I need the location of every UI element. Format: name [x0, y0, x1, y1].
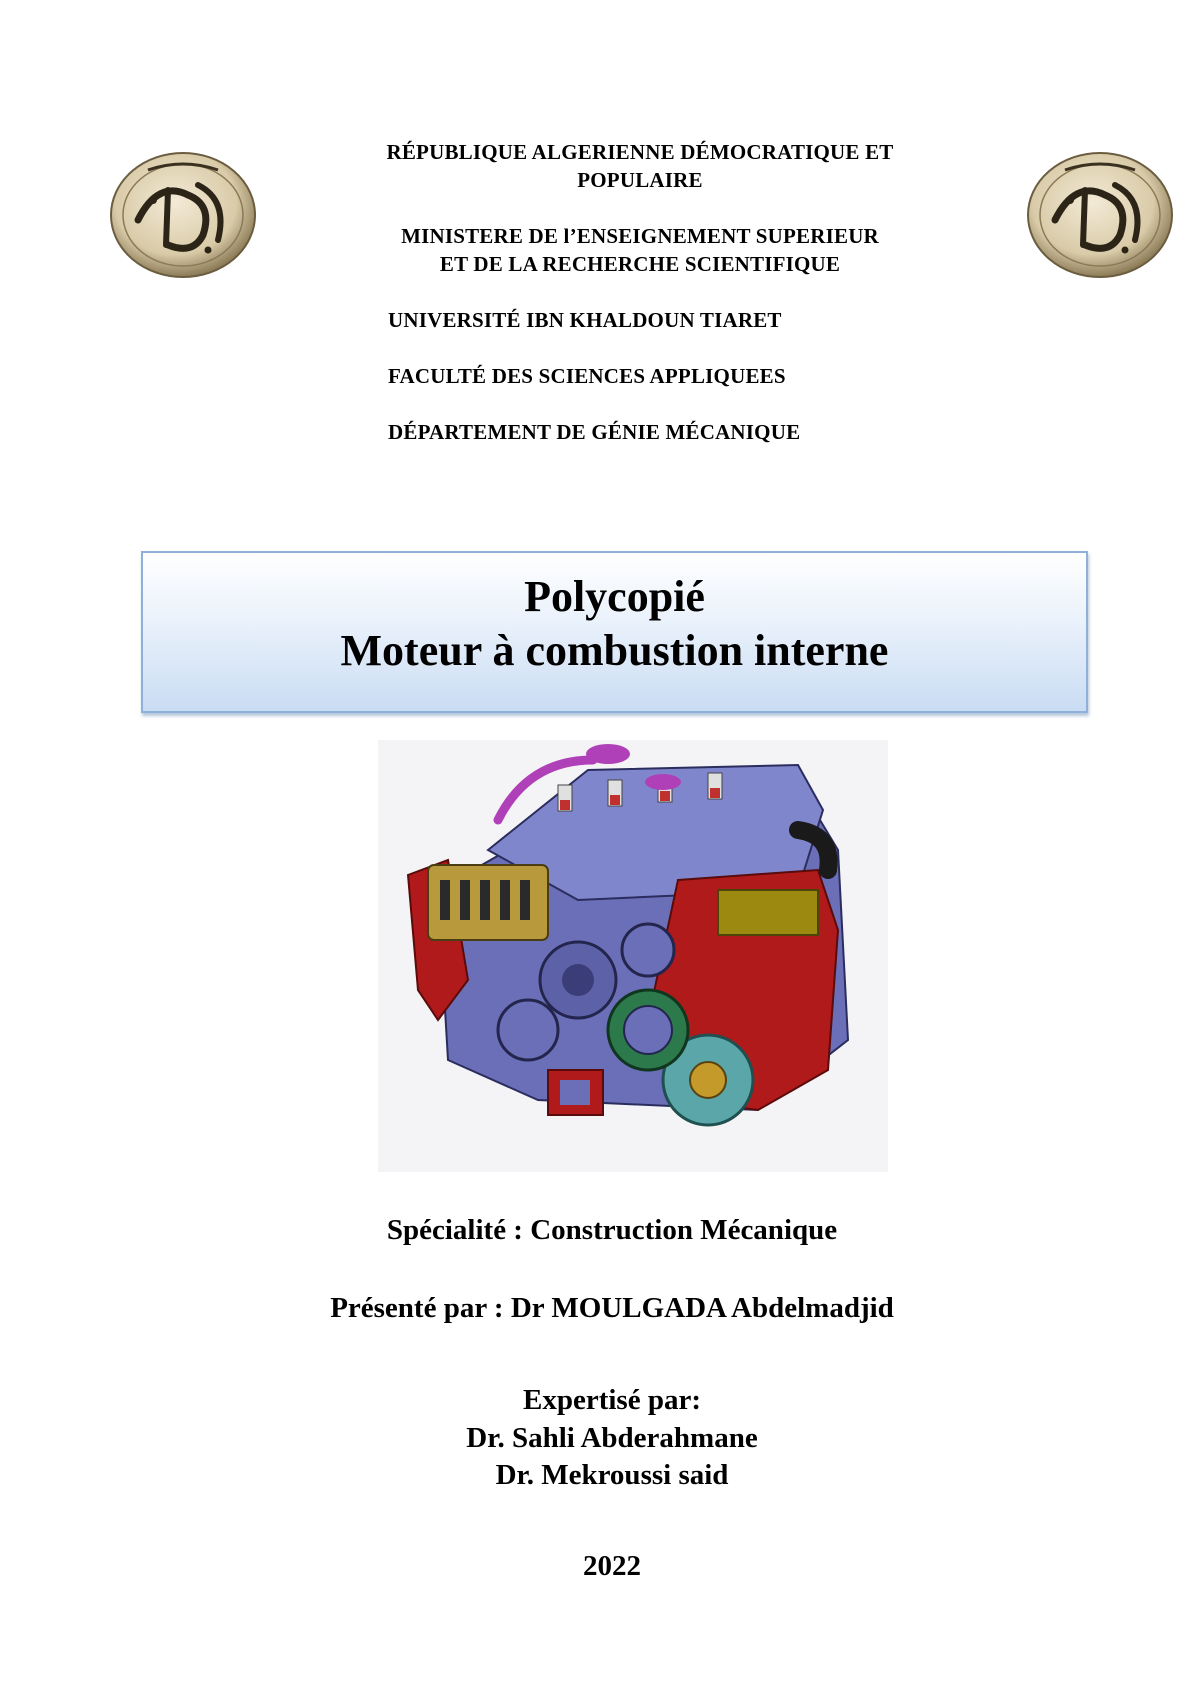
engine-cad-image [378, 740, 888, 1172]
ministry-line-1: MINISTERE DE l’ENSEIGNEMENT SUPERIEUR [401, 224, 879, 248]
reviewer-2: Dr. Mekroussi said [495, 1459, 729, 1491]
specialty-line: Spécialité : Construction Mécanique [386, 1214, 838, 1246]
document-type-title: Polycopié [524, 572, 705, 621]
title-box [141, 551, 1088, 713]
republic-line-1: RÉPUBLIQUE ALGERIENNE DÉMOCRATIQUE ET [386, 140, 894, 164]
republic-heading [290, 138, 990, 194]
university-name: UNIVERSITÉ IBN KHALDOUN TIARET [388, 308, 782, 332]
republic-line-2: POPULAIRE [577, 168, 703, 192]
ministry-line-2: ET DE LA RECHERCHE SCIENTIFIQUE [439, 252, 841, 276]
ministry-heading [290, 222, 990, 278]
department-name: DÉPARTEMENT DE GÉNIE MÉCANIQUE [388, 420, 801, 444]
document-subject-title: Moteur à combustion interne [340, 626, 889, 675]
university-seal-icon [108, 150, 258, 280]
reviewed-by-label: Expertisé par: [523, 1384, 701, 1416]
faculty-name: FACULTÉ DES SCIENCES APPLIQUEES [388, 364, 786, 388]
reviewer-1: Dr. Sahli Abderahmane [466, 1422, 758, 1454]
university-seal-icon [1025, 150, 1175, 280]
presented-by-line: Présenté par : Dr MOULGADA Abdelmadjid [330, 1292, 894, 1324]
publication-year: 2022 [583, 1550, 641, 1582]
